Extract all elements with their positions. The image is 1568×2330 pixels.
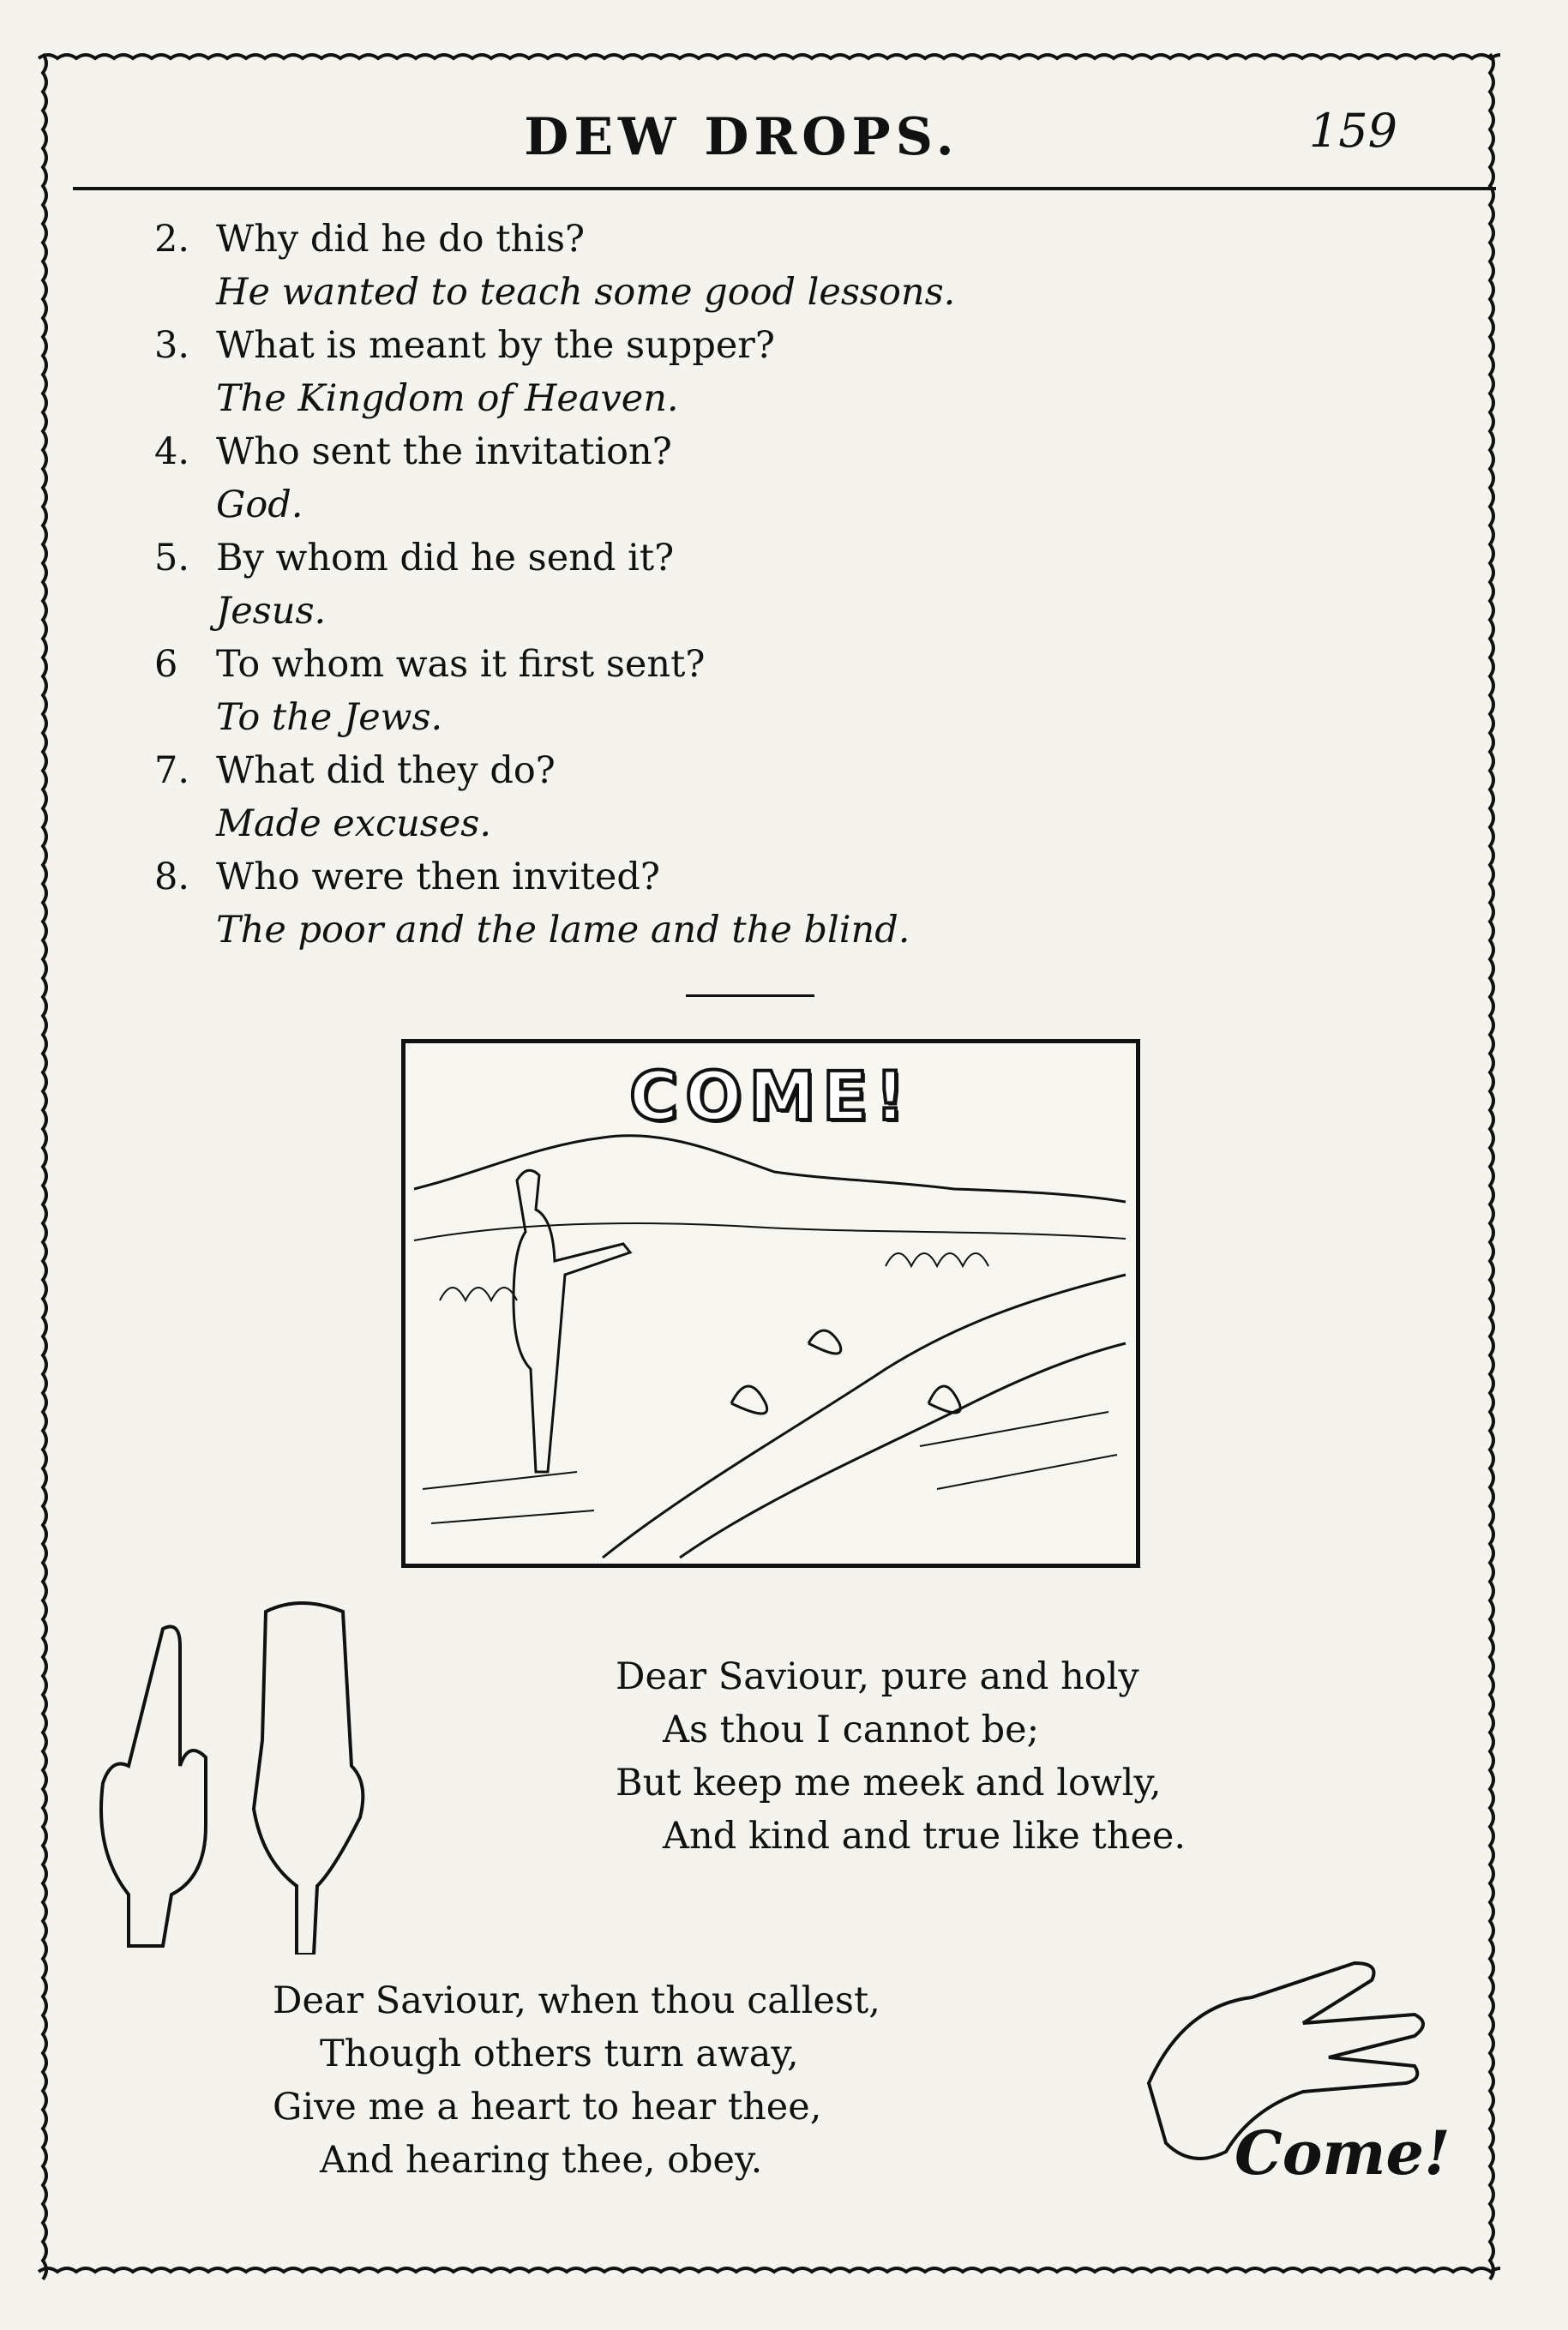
qa-item — [154, 319, 1097, 425]
answer: The poor and the lame and the blind. — [216, 909, 910, 952]
section-divider — [686, 994, 814, 997]
qa-item — [154, 213, 1097, 319]
question — [154, 638, 1097, 691]
catechism-list — [154, 213, 1097, 957]
answer: God. — [216, 483, 303, 526]
question-number: 6 — [154, 643, 178, 686]
poem-line: Give me a heart to hear thee, — [273, 2086, 822, 2129]
qa-item — [154, 850, 1097, 957]
come-illustration — [401, 1039, 1140, 1568]
page-header — [69, 90, 1415, 184]
question-number: 5. — [154, 537, 190, 579]
qa-item — [154, 531, 1097, 638]
question-number: 3. — [154, 324, 190, 367]
answer: Made excuses. — [216, 802, 492, 845]
page-number: 159 — [1308, 104, 1397, 158]
qa-item — [154, 638, 1097, 744]
poem-line: As thou I cannot be; — [663, 1708, 1040, 1751]
question-number: 7. — [154, 749, 190, 792]
poem-line: And kind and true like thee. — [663, 1815, 1187, 1858]
running-title: DEW DROPS. — [524, 107, 959, 167]
question-text: Who sent the invitation? — [216, 430, 672, 473]
question-number: 4. — [154, 430, 190, 473]
question — [154, 213, 1097, 266]
pointing-hands-icon — [69, 1594, 394, 1955]
poem-line: Dear Saviour, pure and holy — [616, 1655, 1139, 1698]
question-text: What is meant by the supper? — [216, 324, 775, 367]
poem-line: And hearing thee, obey. — [320, 2139, 763, 2182]
header-rule — [73, 187, 1496, 190]
illustration-title: COME! — [628, 1059, 913, 1136]
question-number: 2. — [154, 218, 190, 261]
question-text: By whom did he send it? — [216, 537, 675, 579]
answer: Jesus. — [216, 590, 327, 633]
question-text: Why did he do this? — [216, 218, 586, 261]
question — [154, 531, 1097, 585]
answer: He wanted to teach some good lessons. — [216, 271, 956, 314]
poem-line: Dear Saviour, when thou callest, — [273, 1979, 880, 2022]
answer: To the Jews. — [216, 696, 443, 739]
question — [154, 319, 1097, 372]
come-script-caption: Come! — [1235, 2117, 1451, 2189]
qa-item — [154, 744, 1097, 850]
poem-line: Though others turn away, — [320, 2033, 799, 2075]
question-text: To whom was it first sent? — [216, 643, 706, 686]
question — [154, 744, 1097, 797]
question-text: What did they do? — [216, 749, 556, 792]
question-text: Who were then invited? — [216, 856, 660, 898]
poem-line: But keep me meek and lowly, — [616, 1762, 1162, 1805]
poem-stanza-2 — [273, 1974, 880, 2187]
answer: The Kingdom of Heaven. — [216, 377, 679, 420]
poem-stanza-1 — [616, 1650, 1186, 1863]
question-number: 8. — [154, 856, 190, 898]
question — [154, 850, 1097, 904]
question — [154, 425, 1097, 478]
qa-item — [154, 425, 1097, 531]
